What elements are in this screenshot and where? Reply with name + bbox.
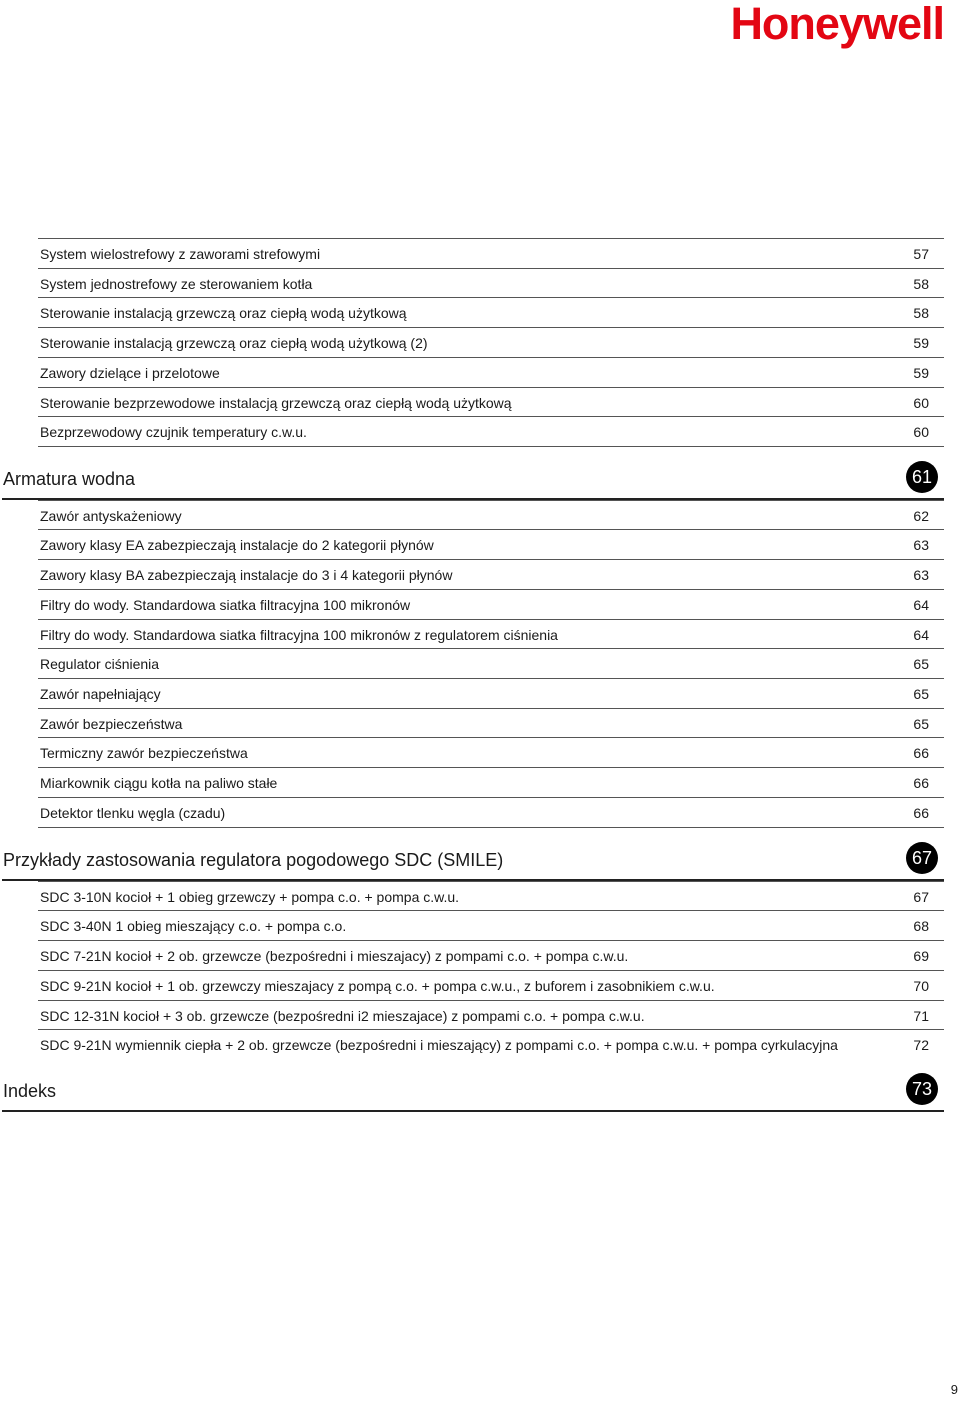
toc-entry-label: System wielostrefowy z zaworami strefowymi [40,246,321,262]
toc-entry-page: 66 [913,805,929,821]
section-heading-sdc-examples[interactable] [2,841,944,881]
toc-entry-page: 57 [913,246,929,262]
section-page-badge: 67 [906,842,938,874]
toc-entry-label: Bezprzewodowy czujnik temperatury c.w.u. [40,424,307,440]
toc-entry[interactable] [38,589,944,619]
toc-entry-label: Zawory klasy EA zabezpieczają instalacje do 2 kategorii płynów [40,537,434,553]
toc-entry-page: 59 [913,335,929,351]
toc-entry[interactable] [38,648,944,678]
toc-entry-page: 66 [913,745,929,761]
toc-entry-page: 62 [913,508,929,524]
toc-entry[interactable] [38,357,944,387]
toc-entry-label: Zawory dzielące i przelotowe [40,365,220,381]
toc-entry-label: Zawór napełniający [40,686,161,702]
toc-entry-page: 68 [913,918,929,934]
toc-entry[interactable] [38,416,944,447]
toc-entry-page: 65 [913,656,929,672]
toc-entry-label: Zawór bezpieczeństwa [40,716,183,732]
toc-entry[interactable] [38,767,944,797]
toc-entry[interactable] [38,500,944,530]
toc-entry-page: 58 [913,305,929,321]
toc-entry[interactable] [38,737,944,767]
toc-entry-page: 72 [913,1037,929,1053]
toc-entry-label: Zawór antyskażeniowy [40,508,182,524]
toc-entry-page: 59 [913,365,929,381]
section-heading-indeks[interactable] [2,1070,944,1112]
toc-entry-label: Detektor tlenku węgla (czadu) [40,805,226,821]
toc-entry-page: 64 [913,627,929,643]
toc-entry-label: SDC 9-21N wymiennik ciepła + 2 ob. grzewcze (bezpośredni i mieszający) z pompami c.o. + pompa c.w.u. + pompa cyrkulacyjna [40,1037,838,1053]
toc-entry[interactable] [38,387,944,417]
toc-entry-label: Filtry do wody. Standardowa siatka filtracyjna 100 mikronów z regulatorem ciśnienia [40,627,558,643]
toc-entry-label: SDC 9-21N kocioł + 1 ob. grzewczy mieszajacy z pompą c.o. + pompa c.w.u., z buforem i zasobnikiem c.w.u. [40,978,715,994]
toc-entry-label: Termiczny zawór bezpieczeństwa [40,745,248,761]
toc-entry[interactable] [38,797,944,828]
toc-entry-page: 71 [913,1008,929,1024]
toc-entry-page: 58 [913,276,929,292]
toc-entry-page: 60 [913,424,929,440]
toc-entry-label: SDC 3-40N 1 obieg mieszający c.o. + pompa c.o. [40,918,347,934]
section-title: Przykłady zastosowania regulatora pogodowego SDC (SMILE) [3,850,504,870]
toc-entry-label: Zawory klasy BA zabezpieczają instalacje do 3 i 4 kategorii płynów [40,567,453,583]
toc-entry-label: Filtry do wody. Standardowa siatka filtracyjna 100 mikronów [40,597,411,613]
toc-entry[interactable] [38,619,944,649]
toc-entry-label: Sterowanie bezprzewodowe instalacją grzewczą oraz ciepłą wodą użytkową [40,395,512,411]
toc-entry[interactable] [38,678,944,708]
toc-entry[interactable] [38,327,944,357]
section-title: Indeks [3,1081,57,1101]
toc-entry[interactable] [38,940,944,970]
toc-entry-page: 67 [913,889,929,905]
toc-entry-label: SDC 12-31N kocioł + 3 ob. grzewcze (bezpośredni i2 mieszajace) z pompami c.o. + pompa c.w.u. [40,1008,645,1024]
toc-entry-page: 69 [913,948,929,964]
toc-entry-label: SDC 7-21N kocioł + 2 ob. grzewcze (bezpośredni i mieszajacy) z pompami c.o. + pompa c.w.u. [40,948,629,964]
toc-entry-page: 63 [913,567,929,583]
toc-entry-label: SDC 3-10N kocioł + 1 obieg grzewczy + pompa c.o. + pompa c.w.u. [40,889,460,905]
toc-entry[interactable] [38,529,944,559]
toc-entry[interactable] [38,708,944,738]
toc-entry-page: 64 [913,597,929,613]
toc-entry[interactable] [38,559,944,589]
honeywell-logo: Honeywell [730,0,944,49]
toc-entry-page: 63 [913,537,929,553]
page-number: 9 [950,1382,958,1397]
toc-entry-page: 66 [913,775,929,791]
toc-entry[interactable] [38,910,944,940]
toc-entry-page: 65 [913,686,929,702]
toc-entry-page: 60 [913,395,929,411]
toc-entry-page: 70 [913,978,929,994]
toc-entry-page: 65 [913,716,929,732]
toc-entry[interactable] [38,1000,944,1030]
toc-entry-label: Sterowanie instalacją grzewczą oraz ciepłą wodą użytkową (2) [40,335,428,351]
section-page-badge: 61 [906,461,938,493]
toc-entry[interactable] [38,268,944,298]
section-title: Armatura wodna [3,469,136,489]
toc-entry-label: System jednostrefowy ze sterowaniem kotła [40,276,313,292]
toc-entry-label: Regulator ciśnienia [40,656,160,672]
toc-entry[interactable] [38,1029,944,1059]
toc-entry-label: Sterowanie instalacją grzewczą oraz ciepłą wodą użytkową [40,305,407,321]
toc-entry-label: Miarkownik ciągu kotła na paliwo stałe [40,775,278,791]
section-page-badge: 73 [906,1073,938,1105]
section-heading-armatura-wodna[interactable] [2,460,944,500]
toc-entry[interactable] [38,238,944,268]
toc-entry[interactable] [38,297,944,327]
toc-entry[interactable] [38,970,944,1000]
toc-entry[interactable] [38,881,944,911]
